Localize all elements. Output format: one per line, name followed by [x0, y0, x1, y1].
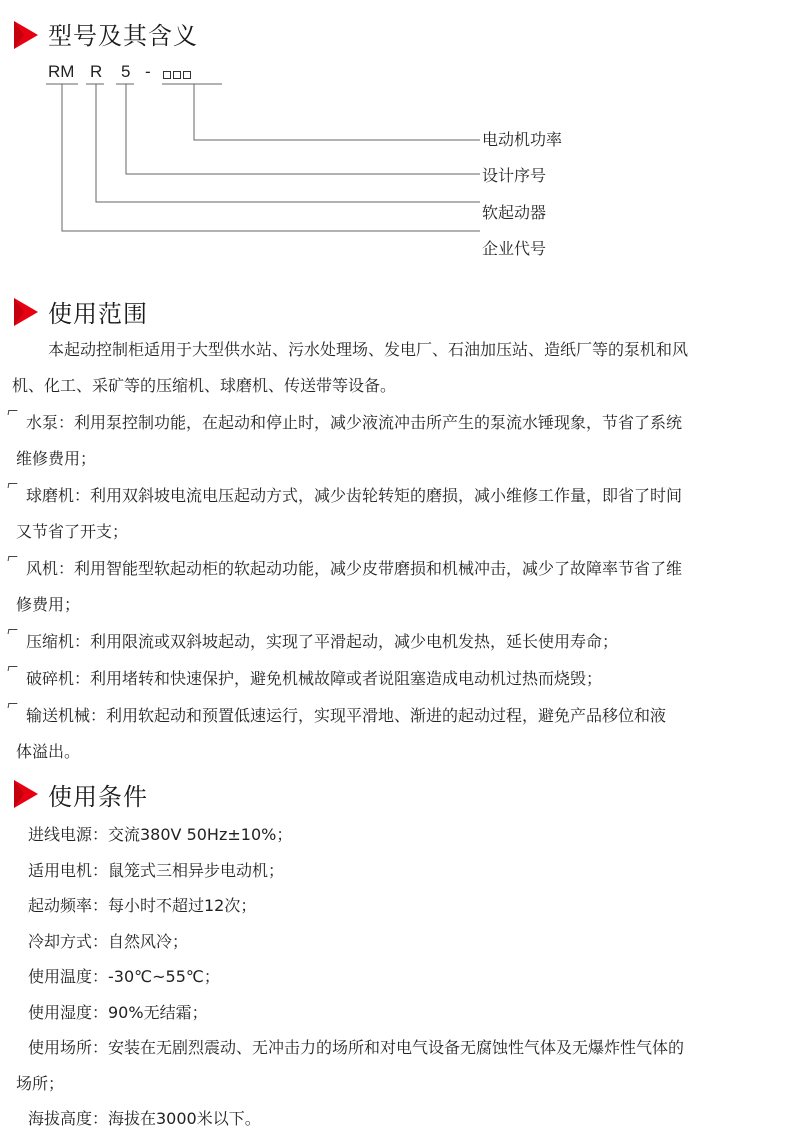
code-part-rm: RM: [48, 62, 75, 81]
section-arrow-icon: [8, 776, 44, 812]
bullet-line2: 修费用；: [16, 595, 81, 614]
condition-motor-type: 适用电机：鼠笼式三相异步电动机；: [28, 861, 285, 880]
section-title-usage: 使用范围: [48, 300, 148, 328]
section-arrow-icon: [8, 294, 44, 330]
code-part-5: 5: [121, 62, 131, 81]
bullet-line1: 输送机械：利用软起动和预置低速运行，实现平滑地、渐进的起动过程，避免产品移位和液: [26, 706, 667, 725]
condition-altitude: 海拔高度：海拔在3000米以下。: [28, 1109, 261, 1128]
bullet-line1: 水泵：利用泵控制功能，在起动和停止时，减少液流冲击所产生的泵流水锤现象，节省了系统: [26, 413, 683, 432]
code-part-r: R: [90, 62, 103, 81]
bullet-line2: 维修费用；: [16, 449, 97, 468]
bullet-line2: 又节省了开支；: [16, 522, 129, 541]
legend-design-number: 设计序号: [482, 166, 547, 185]
condition-location-line2: 场所；: [16, 1074, 65, 1093]
condition-start-frequency: 起动频率：每小时不超过12次；: [28, 896, 257, 915]
condition-location-line1: 使用场所：安装在无剧烈震动、无冲击力的场所和对电气设备无腐蚀性气体及无爆炸性气体的: [28, 1038, 685, 1057]
code-part-dash: -: [145, 62, 151, 81]
bullet-mark-icon: [8, 410, 18, 415]
bullet-line2: 体溢出。: [16, 742, 81, 761]
bullet-line1: 压缩机：利用限流或双斜坡起动，实现了平滑起动，减少电机发热，延长使用寿命；: [26, 632, 619, 651]
section-title-model: 型号及其含义: [48, 22, 198, 50]
legend-soft-starter: 软起动器: [482, 203, 547, 222]
bullet-mark-icon: [8, 703, 18, 708]
section-title-conditions: 使用条件: [48, 783, 148, 811]
condition-cooling: 冷却方式：自然风冷；: [28, 932, 189, 951]
usage-intro-line2: 机、化工、采矿等的压缩机、球磨机、传送带等设备。: [12, 376, 397, 395]
condition-power-supply: 进线电源：交流380V 50Hz±10%；: [28, 825, 293, 844]
usage-intro-line1: 本起动控制柜适用于大型供水站、污水处理场、发电厂、石油加压站、造纸厂等的泵机和风: [48, 340, 689, 359]
bullet-line1: 球磨机：利用双斜坡电流电压起动方式，减少齿轮转矩的磨损，减小维修工作量，即省了时间: [26, 486, 683, 505]
legend-motor-power: 电动机功率: [482, 130, 563, 149]
legend-company-code: 企业代号: [482, 239, 547, 258]
bullet-line1: 破碎机：利用堵转和快速保护，避免机械故障或者说阻塞造成电动机过热而烧毁；: [26, 669, 603, 688]
model-bracket-lines: [0, 0, 800, 270]
bullet-line1: 风机：利用智能型软起动柜的软起动功能，减少皮带磨损和机械冲击，减少了故障率节省了维: [26, 559, 683, 578]
bullet-mark-icon: [8, 483, 18, 488]
bullet-mark-icon: [8, 666, 18, 671]
bullet-mark-icon: [8, 556, 18, 561]
bullet-mark-icon: [8, 629, 18, 634]
condition-temperature: 使用温度：-30℃~55℃；: [28, 967, 220, 986]
condition-humidity: 使用湿度：90%无结霜；: [28, 1003, 208, 1022]
